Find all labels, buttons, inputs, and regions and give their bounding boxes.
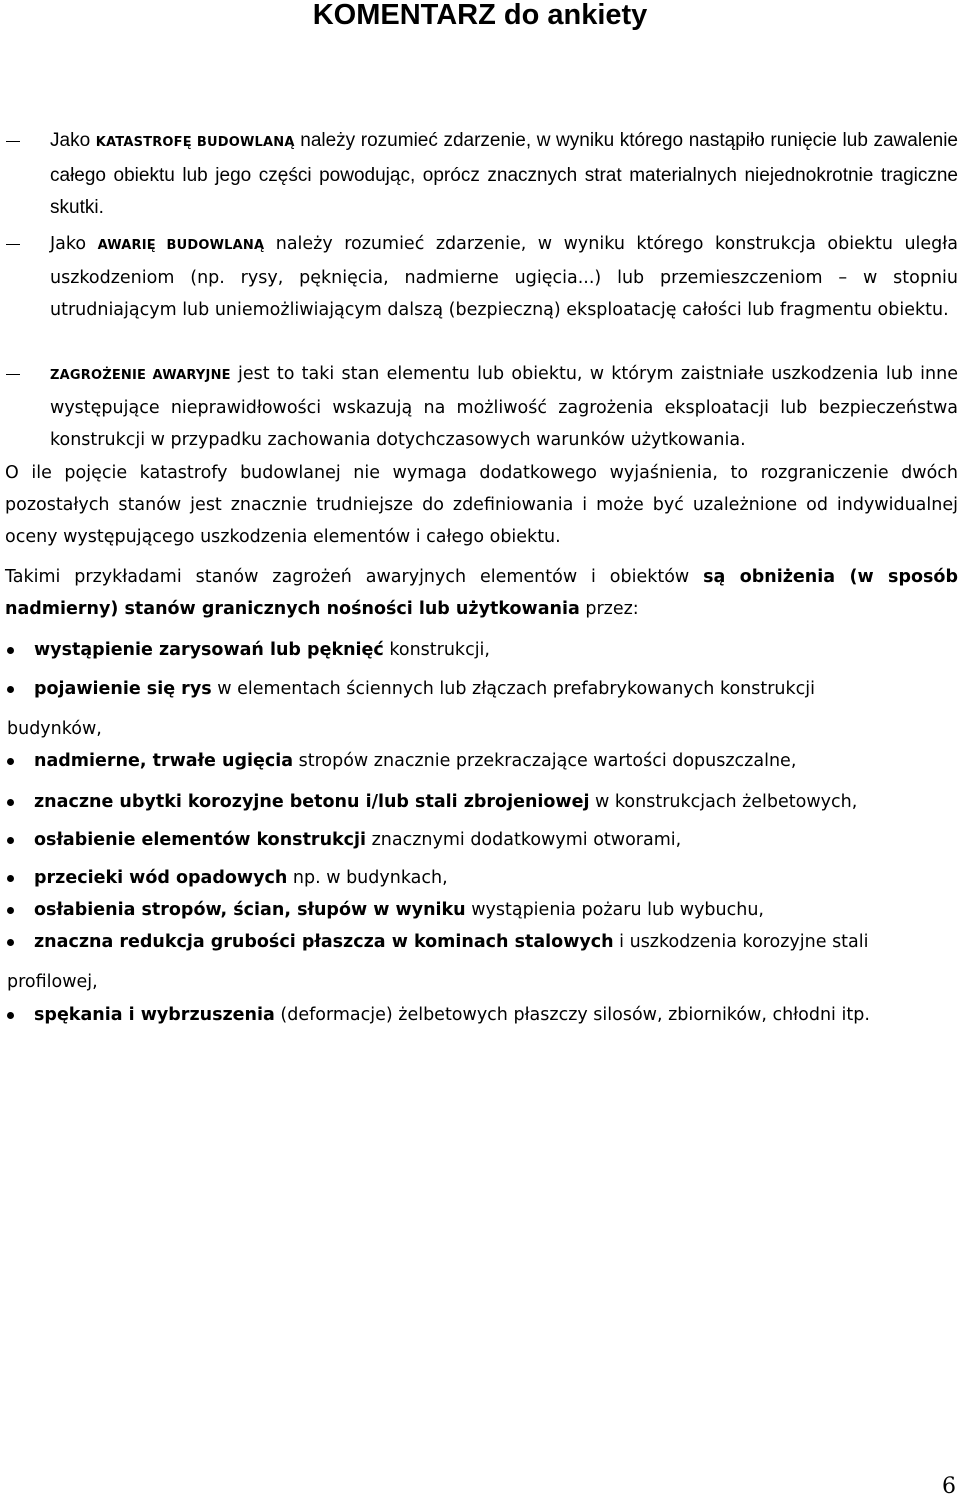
paragraph-examples-intro [5,561,958,625]
bullet-icon [7,758,14,765]
bullet-icon [7,647,14,654]
bullet-icon [7,939,14,946]
definition-term: ZAGROŻENIE AWARYJNE [50,368,231,383]
definition-term: KATASTROFĘ BUDOWLANĄ [95,135,295,150]
item-text: znacznymi dodatkowymi otworami, [366,830,682,850]
bullet-icon [7,875,14,882]
bullet-icon [7,686,14,693]
dash-marker [6,141,20,142]
definition-katastrofa [50,125,958,225]
item-text: i uszkodzenia korozyjne stali [613,932,869,952]
definition-text: jest to taki stan elementu lub obiektu, w którym zaistniałe uszkodzenia lub inne występujące nieprawidłowości wskazują na możliwość zagrożenia eksploatacji lub bezpieczeństwa konstrukcji w przypadku zachowania dotychczasowych warunków użytkowania. [50,364,958,450]
item-text: np. w budynkach, [287,868,448,888]
dash-marker [6,244,20,245]
item-bold-text: znaczne ubytki korozyjne betonu i/lub stali zbrojeniowej [34,792,590,812]
item-bold-text: nadmierne, trwałe ugięcia [34,751,294,771]
item-text: (deformacje) żelbetowych płaszczy silosów, zbiorników, chłodni itp. [274,1005,870,1025]
item-bold-text: osłabienia stropów, ścian, słupów w wyniku [34,900,466,920]
paragraph-text: przez: [579,599,639,619]
definition-awaria [50,228,958,326]
definition-prefix: Jako [50,234,98,254]
bullet-icon [7,1012,14,1019]
bullet-icon [7,907,14,914]
item-continuation: profilowej, [7,972,98,992]
item-text: wystąpienia pożaru lub wybuchu, [465,900,764,920]
item-bold-text: znaczna redukcja grubości płaszcza w kominach stalowych [34,932,614,952]
dash-marker [6,374,20,375]
paragraph-explanation: O ile pojęcie katastrofy budowlanej nie wymaga dodatkowego wyjaśnienia, to rozgraniczenie dwóch pozostałych stanów jest znacznie trudniejsze do zdefiniowania i może być uzależnione od indywidualnej oceny występującego uszkodzenia elementów i całego obiektu. [5,463,958,547]
definition-text: należy rozumieć zdarzenie, w wyniku którego konstrukcja obiektu uległa uszkodzeniom (np. rysy, pęknięcia, nadmierne ugięcia...) lub przemieszczeniom – w stopniu utrudniającym lub uniemożliwiającym dalszą (bezpieczną) eksploatację całości lub fragmentu obiektu. [50,234,958,320]
paragraph-bold-text: są obniżenia (w sposób nadmierny) stanów granicznych nośności lub użytkowania [5,567,958,619]
item-text: w elementach ściennych lub złączach prefabrykowanych konstrukcji [211,679,815,699]
definition-term: AWARIĘ BUDOWLANĄ [97,238,265,253]
item-bold-text: przecieki wód opadowych [34,868,288,888]
definition-prefix: Jako [50,130,96,151]
item-bold-text: wystąpienie zarysowań lub pęknięć [34,640,384,660]
definition-zagrozenie [50,358,958,456]
definition-text: należy rozumieć zdarzenie, w wyniku którego nastąpiło runięcie lub zawalenie całego obiektu lub jego części powodując, oprócz znacznych strat materialnych niejednokrotnie tragiczne skutki. [50,130,958,218]
item-bold-text: pojawienie się rys [34,679,212,699]
item-text: w konstrukcjach żelbetowych, [589,792,858,812]
item-bold-text: spękania i wybrzuszenia [34,1005,275,1025]
item-text: stropów znacznie przekraczające wartości dopuszczalne, [293,751,797,771]
bullet-icon [7,799,14,806]
bullet-icon [7,837,14,844]
paragraph-text: Takimi przykładami stanów zagrożeń awaryjnych elementów i obiektów [5,567,704,587]
page-number: 6 [942,1474,956,1499]
item-text: konstrukcji, [383,640,490,660]
item-continuation: budynków, [7,719,102,739]
page-title: KOMENTARZ do ankiety [312,0,648,31]
item-bold-text: osłabienie elementów konstrukcji [34,830,367,850]
